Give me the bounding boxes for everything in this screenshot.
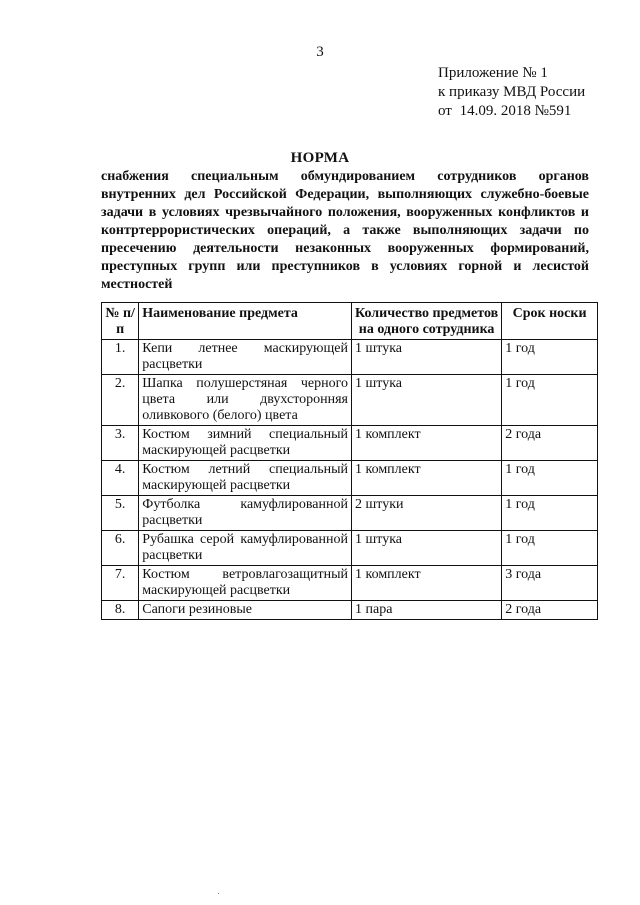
appendix-date-prefix: от bbox=[438, 103, 452, 119]
table-row bbox=[102, 375, 598, 426]
row-qty: 1 комплект bbox=[352, 566, 502, 601]
row-num: 1. bbox=[102, 340, 139, 375]
row-term: 2 года bbox=[502, 601, 598, 620]
appendix-line-1: Приложение № 1 bbox=[438, 65, 548, 81]
row-num: 6. bbox=[102, 531, 139, 566]
row-num: 3. bbox=[102, 426, 139, 461]
header-num: № п/п bbox=[102, 303, 139, 340]
row-name: Кепи летнее маскирующей расцветки bbox=[139, 340, 352, 375]
norm-table bbox=[101, 302, 598, 620]
document-subtitle: снабжения специальным обмундированием сотрудников органов внутренних дел Российской Федерации, выполняющих служебно-боевые задачи в условиях чрезвычайного положения, вооруженных конфликтов и контртеррористических операций, а также выполняющих задачи по пресечению деятельности незаконных вооруженных формирований, преступных групп или преступников в условиях горной и лесистой местностей bbox=[101, 169, 589, 292]
row-term: 3 года bbox=[502, 566, 598, 601]
header-qty: Количество предметов на одного сотрудника bbox=[352, 303, 502, 340]
header-name: Наименование предмета bbox=[139, 303, 352, 340]
document-title: НОРМА bbox=[290, 150, 350, 166]
row-qty: 2 штуки bbox=[352, 496, 502, 531]
row-term: 2 года bbox=[502, 426, 598, 461]
row-num: 8. bbox=[102, 601, 139, 620]
row-qty: 1 штука bbox=[352, 531, 502, 566]
row-qty: 1 штука bbox=[352, 340, 502, 375]
row-term: 1 год bbox=[502, 496, 598, 531]
table-row bbox=[102, 531, 598, 566]
row-name: Шапка полушерстяная черного цвета или двухсторонняя оливкового (белого) цвета bbox=[139, 375, 352, 426]
row-name: Сапоги резиновые bbox=[139, 601, 352, 620]
row-num: 5. bbox=[102, 496, 139, 531]
table-row bbox=[102, 461, 598, 496]
appendix-line-3 bbox=[438, 102, 585, 121]
row-name: Костюм зимний специальный маскирующей расцветки bbox=[139, 426, 352, 461]
row-num: 4. bbox=[102, 461, 139, 496]
row-num: 7. bbox=[102, 566, 139, 601]
row-qty: 1 пара bbox=[352, 601, 502, 620]
table-row bbox=[102, 566, 598, 601]
row-name: Футболка камуфлированной расцветки bbox=[139, 496, 352, 531]
table-row bbox=[102, 340, 598, 375]
row-name: Костюм летний специальный маскирующей расцветки bbox=[139, 461, 352, 496]
table-row bbox=[102, 496, 598, 531]
appendix-block bbox=[438, 64, 585, 121]
row-qty: 1 комплект bbox=[352, 426, 502, 461]
row-qty: 1 комплект bbox=[352, 461, 502, 496]
row-term: 1 год bbox=[502, 531, 598, 566]
row-qty: 1 штука bbox=[352, 375, 502, 426]
page-number: 3 bbox=[316, 44, 324, 60]
scan-speck bbox=[218, 893, 219, 894]
appendix-line-2: к приказу МВД России bbox=[438, 84, 586, 100]
row-num: 2. bbox=[102, 375, 139, 426]
header-term: Срок носки bbox=[502, 303, 598, 340]
row-term: 1 год bbox=[502, 461, 598, 496]
row-term: 1 год bbox=[502, 375, 598, 426]
table-header-row bbox=[102, 303, 598, 340]
table-row bbox=[102, 601, 598, 620]
row-term: 1 год bbox=[502, 340, 598, 375]
row-name: Костюм ветровлагозащитный маскирующей расцветки bbox=[139, 566, 352, 601]
appendix-date-number: 14.09. 2018 №591 bbox=[459, 103, 572, 119]
table-row bbox=[102, 426, 598, 461]
row-name: Рубашка серой камуфлированной расцветки bbox=[139, 531, 352, 566]
